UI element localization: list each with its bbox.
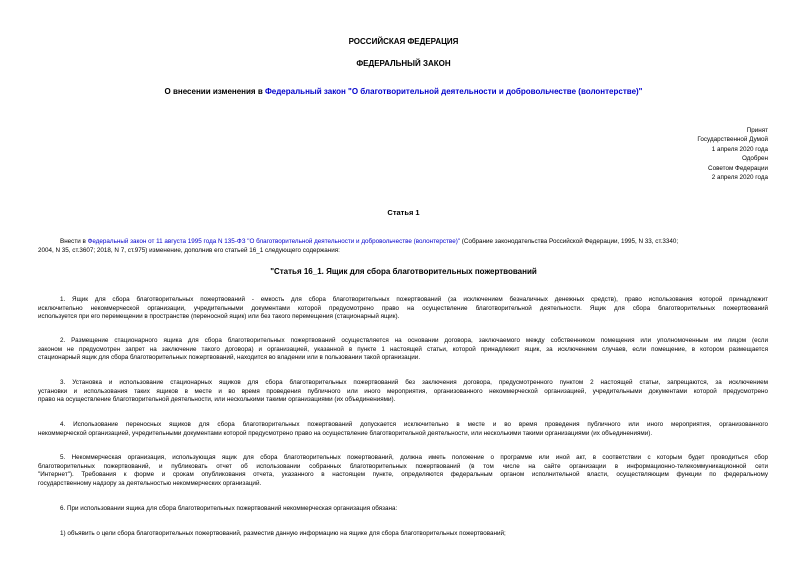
intro-prefix: Внести в: [60, 238, 88, 245]
adoption-block: [697, 126, 768, 182]
paragraph-4: 4. Использование переносных ящиков для сбора благотворительных пожертвований допускается исключительно в месте и во время проведения публичного или иного мероприятия, организованного некоммерческой организацией, учредительными документами которой предусмотрено право на осуществление благотворительной деятельности, или несколькими такими организациями (их объединениями).: [38, 421, 768, 437]
law-title: [0, 88, 807, 97]
intro-law-link[interactable]: Федеральный закон от 11 августа 1995 года N 135-ФЗ "О благотворительной деятельности и добровольчестве (волонтерстве)": [87, 238, 461, 245]
paragraph-3: 3. Установка и использование стационарных ящиков для сбора благотворительных пожертвований без заключения договора, предусмотренного пунктом 2 настоящей статьи, запрещаются, за исключением установки и использования таких ящиков в месте и во время проведения публичного или иного мероприятия, организованного некоммерческой организацией, учредительными документами которой предусмотрено право на осуществление благотворительной деятельности, или несколькими такими организациями (их объединениями).: [38, 379, 768, 404]
law-title-link[interactable]: Федеральный закон "О благотворительной деятельности и добровольчестве (волонтерстве)": [264, 87, 643, 96]
paragraph-2: 2. Размещение стационарного ящика для сбора благотворительных пожертвований осуществляется на основании договора, заключаемого между собственником помещения или уполномоченным им лицом (если законом не предусмотрен запрет на заключение такого договора) и организацией, указанной в пункте 1 настоящей статьи, которой принадлежит ящик, за исключением случаев, если помещение, в котором размещается стационарный ящик для сбора благотворительных пожертвований, находится во владении или в пользовании такой организации.: [38, 337, 768, 362]
article-1-heading: Статья 1: [387, 208, 420, 217]
federation-heading: РОССИЙСКАЯ ФЕДЕРАЦИЯ: [348, 37, 459, 46]
intro-line-2: 2004, N 35, ст.3607; 2018, N 7, ст.975) изменение, дополнив его статьей 16_1 следующего содержания:: [38, 246, 340, 254]
approved-by: Советом Федерации: [708, 164, 768, 172]
law-type-heading: ФЕДЕРАЛЬНЫЙ ЗАКОН: [356, 59, 451, 68]
intro-rest: (Собрание законодательства Российской Федерации, 1995, N 33, ст.3340;: [460, 238, 679, 245]
approved-label: Одобрен: [741, 155, 768, 163]
paragraph-1: 1. Ящик для сбора благотворительных пожертвований - емкость для сбора благотворительных пожертвований (за исключением безналичных денежных средств), право использования которой принадлежит исключительно некоммерческой организации, учредительными документами которой предусмотрено право на осуществление благотворительной деятельности. Ящик для сбора благотворительных пожертвований используется при его перемещении в пространстве (переносной ящик) или без такого перемещения (стационарный ящик).: [38, 296, 768, 321]
adopted-by: Государственной Думой: [697, 136, 768, 144]
article-16-1-heading: "Статья 16_1. Ящик для сбора благотворительных пожертвований: [270, 267, 537, 276]
adopted-date: 1 апреля 2020 года: [711, 145, 768, 153]
paragraph-5: 5. Некоммерческая организация, использующая ящик для сбора благотворительных пожертвований, должна иметь положение о программе или иной акт, в соответствии с которым будет проводиться сбор благотворительных пожертвований, и публиковать отчет об использовании собранных благотворительных пожертвований (в том числе на сайте организации в информационно-телекоммуникационной сети "Интернет"). Требования к форме и срокам опубликования отчета, указанного в настоящем пункте, определяются федеральным органом исполнительной власти, осуществляющим функции по федеральному государственному надзору за деятельностью некоммерческих организаций.: [38, 454, 768, 487]
law-title-prefix: О внесении изменения в: [164, 87, 265, 96]
approved-date: 2 апреля 2020 года: [711, 174, 768, 182]
adopted-label: Принят: [746, 127, 768, 134]
paragraph-6: 6. При использовании ящика для сбора благотворительных пожертвований некоммерческая организация обязана:: [60, 505, 398, 512]
article-1-intro: [38, 238, 768, 255]
paragraph-6-item-1: 1) объявить о цели сбора благотворительных пожертвований, разместив данную информацию на ящике для сбора благотворительных пожертвований;: [60, 530, 506, 537]
